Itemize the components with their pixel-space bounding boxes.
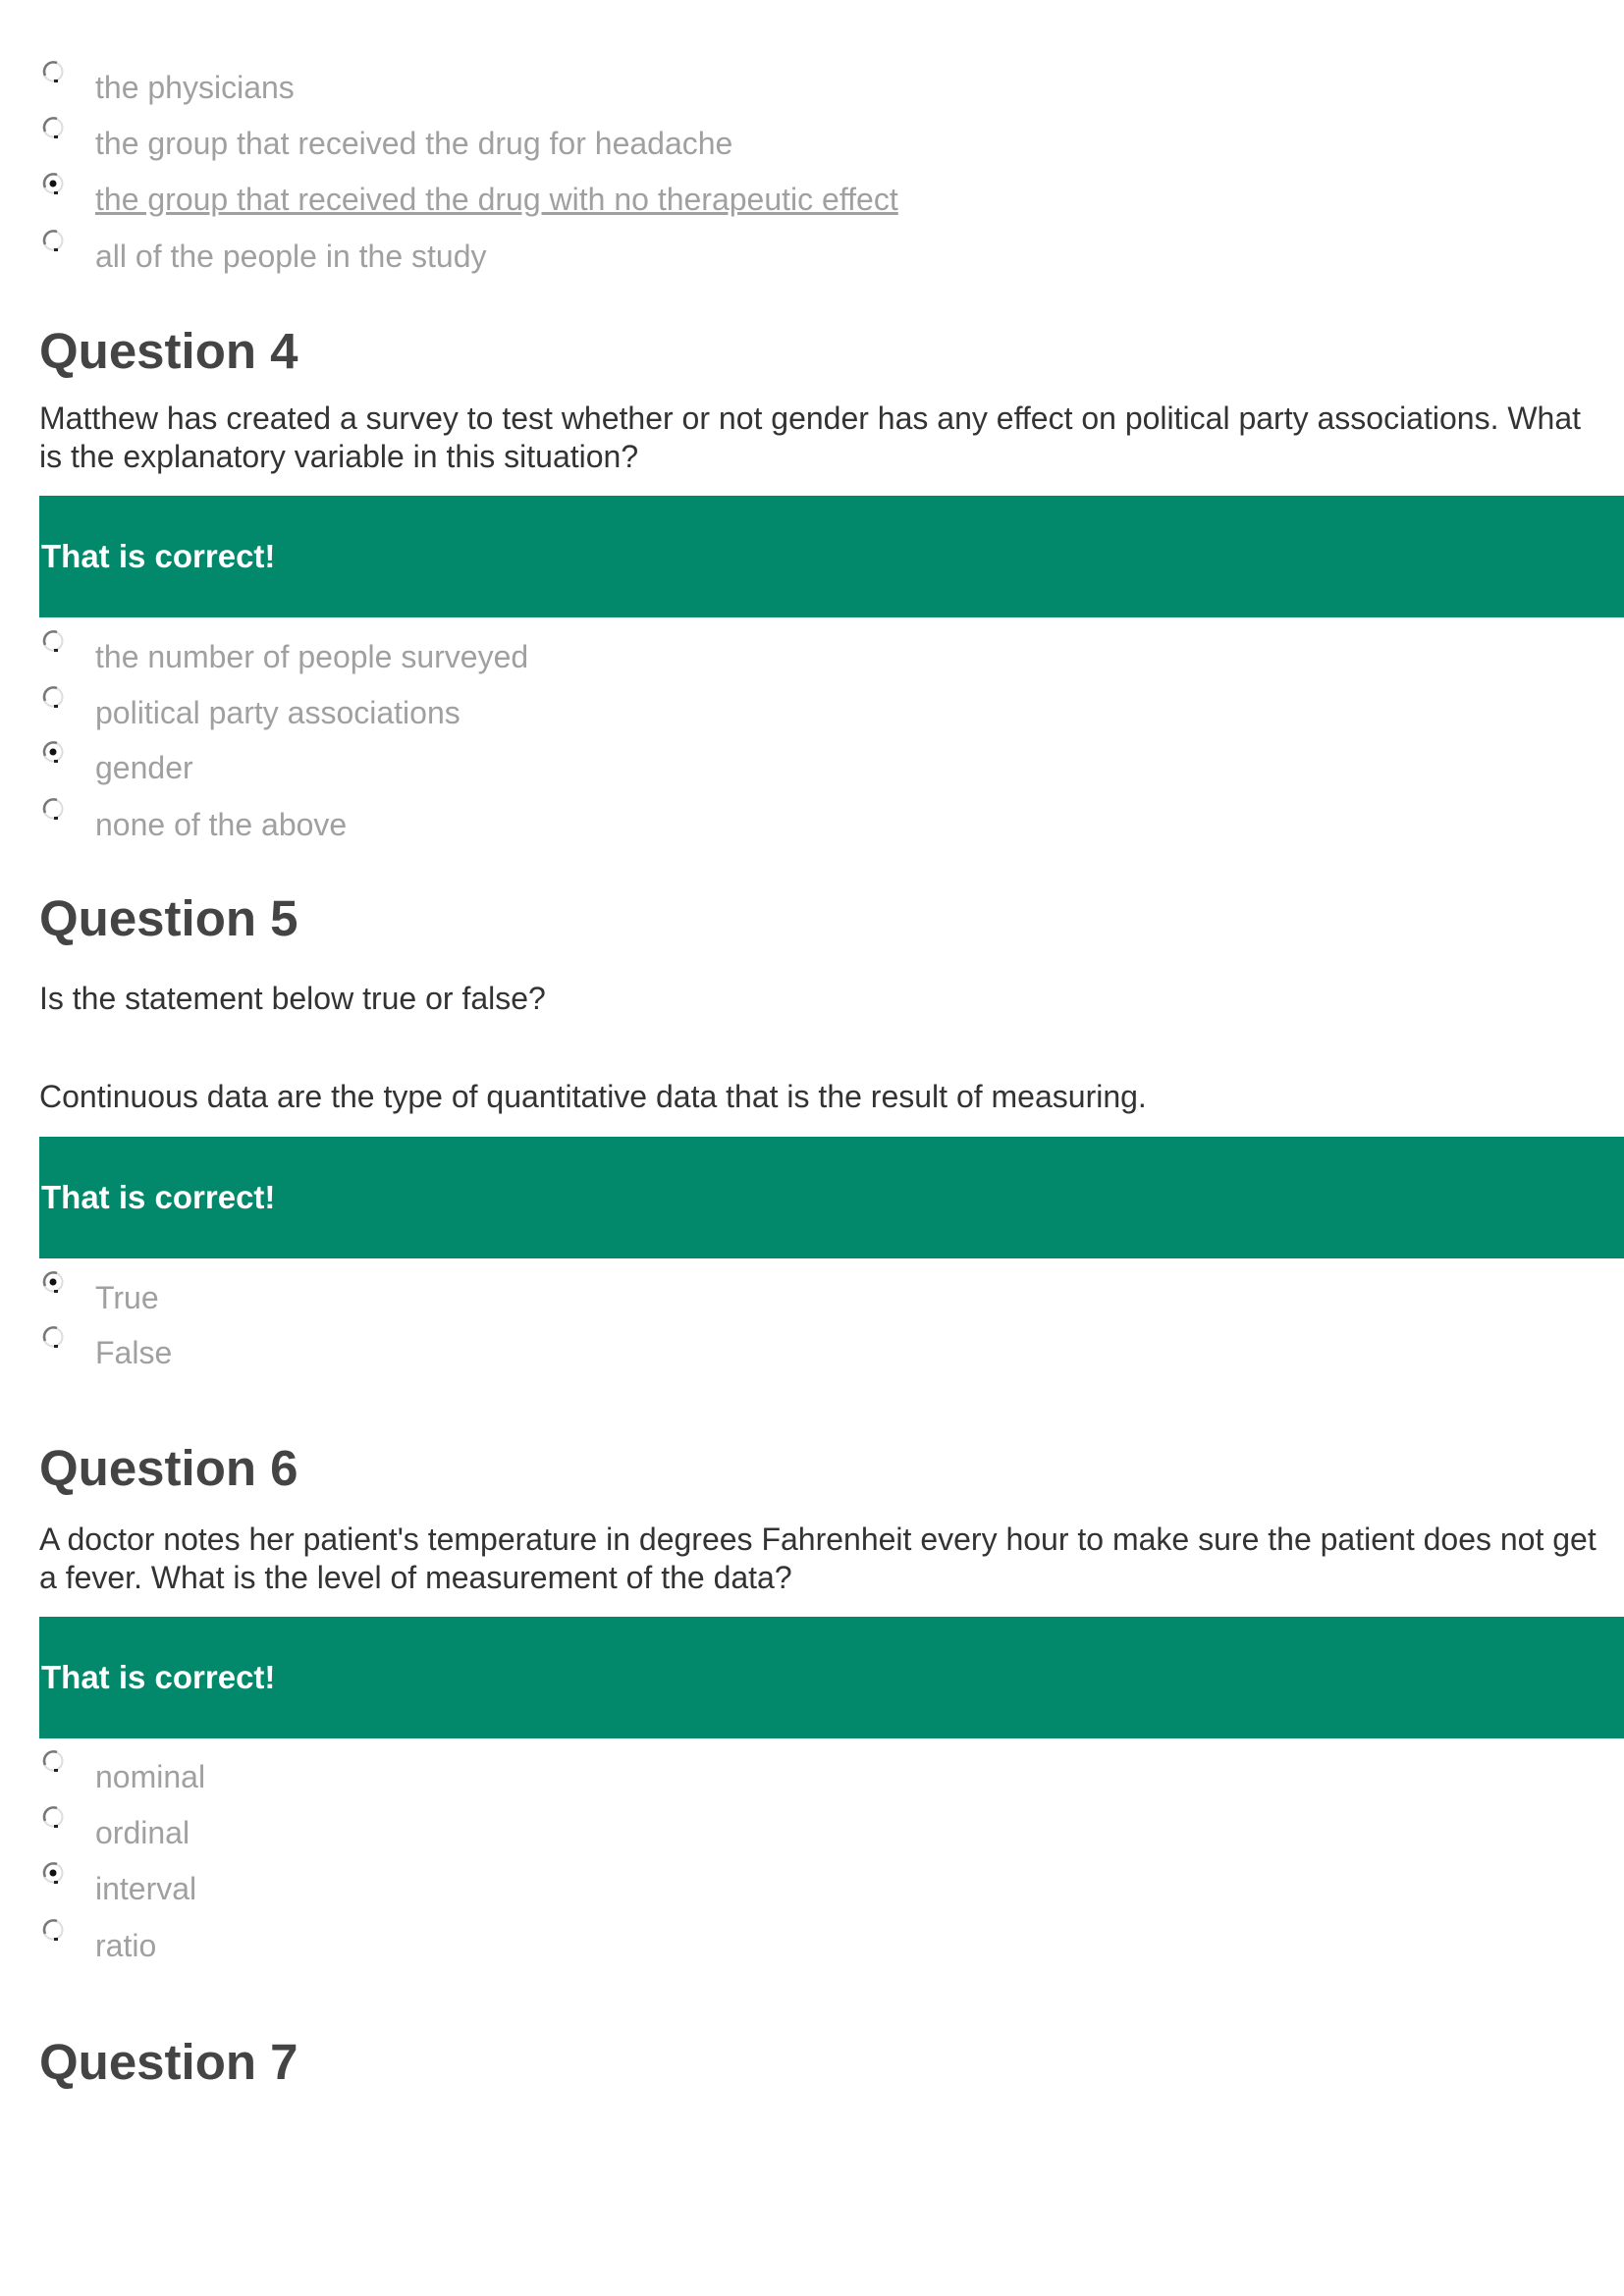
question-title: Question 7	[39, 2034, 298, 2090]
answer-option-label[interactable]: interval	[95, 1871, 197, 1906]
answer-option-label[interactable]: all of the people in the study	[95, 239, 487, 274]
answer-option[interactable]	[0, 1924, 1571, 1967]
feedback-text: That is correct!	[41, 538, 276, 574]
divider	[39, 1258, 95, 1260]
radio-unselected-icon[interactable]	[41, 629, 67, 655]
feedback-banner	[39, 496, 1624, 617]
divider	[39, 617, 95, 619]
answer-option-label[interactable]: political party associations	[95, 695, 460, 730]
answer-option[interactable]	[0, 235, 1571, 278]
radio-unselected-icon[interactable]	[41, 1805, 67, 1831]
answer-option-label[interactable]: True	[95, 1280, 159, 1315]
question-text: Is the statement below true or false?	[39, 981, 546, 1016]
answer-option[interactable]	[0, 178, 1571, 221]
answer-option-label[interactable]: ordinal	[95, 1815, 190, 1850]
radio-unselected-icon[interactable]	[41, 116, 67, 141]
feedback-banner	[39, 1137, 1624, 1258]
radio-unselected-icon[interactable]	[41, 685, 67, 711]
feedback-text: That is correct!	[41, 1179, 276, 1215]
answer-option-label[interactable]: the number of people surveyed	[95, 639, 529, 674]
question-text: Matthew has created a survey to test whether or not gender has any effect on political party associations. What is the explanatory variable in this situation?	[39, 400, 1582, 474]
answer-option[interactable]	[0, 122, 1571, 165]
answer-option[interactable]	[0, 66, 1571, 109]
radio-unselected-icon[interactable]	[41, 797, 67, 823]
radio-unselected-icon[interactable]	[41, 60, 67, 85]
answer-option-label[interactable]: False	[95, 1335, 173, 1370]
answer-option-label[interactable]: gender	[95, 750, 193, 785]
answer-option[interactable]	[0, 691, 1571, 734]
answer-option-label[interactable]: nominal	[95, 1759, 206, 1794]
question-title: Question 4	[39, 323, 298, 379]
radio-unselected-icon[interactable]	[41, 1749, 67, 1775]
feedback-banner	[39, 1617, 1624, 1738]
feedback-text: That is correct!	[41, 1659, 276, 1695]
answer-option-label[interactable]: the physicians	[95, 70, 295, 105]
answer-option-label[interactable]: the group that received the drug for headache	[95, 126, 733, 161]
answer-option[interactable]	[0, 1331, 1571, 1374]
radio-selected-icon[interactable]	[41, 1270, 67, 1296]
answer-option-label[interactable]: none of the above	[95, 807, 348, 842]
answer-option[interactable]	[0, 635, 1571, 678]
answer-option-label[interactable]: ratio	[95, 1928, 157, 1963]
radio-selected-icon[interactable]	[41, 172, 67, 197]
answer-option[interactable]	[0, 1811, 1571, 1854]
answer-option[interactable]	[0, 746, 1571, 789]
divider	[39, 1738, 95, 1740]
answer-option[interactable]	[0, 1867, 1571, 1910]
question-text: A doctor notes her patient's temperature in degrees Fahrenheit every hour to make sure the patient does not get a fever. What is the level of measurement of the data?	[39, 1522, 1597, 1595]
radio-selected-icon[interactable]	[41, 740, 67, 766]
question-title: Question 5	[39, 890, 298, 946]
radio-unselected-icon[interactable]	[41, 1325, 67, 1351]
answer-option[interactable]	[0, 1755, 1571, 1798]
answer-option-label[interactable]: the group that received the drug with no therapeutic effect	[95, 182, 898, 217]
question-statement: Continuous data are the type of quantitative data that is the result of measuring.	[39, 1079, 1147, 1114]
question-title: Question 6	[39, 1440, 298, 1496]
answer-option[interactable]	[0, 803, 1571, 846]
radio-unselected-icon[interactable]	[41, 1918, 67, 1944]
radio-selected-icon[interactable]	[41, 1861, 67, 1887]
radio-unselected-icon[interactable]	[41, 229, 67, 254]
answer-option[interactable]	[0, 1276, 1571, 1319]
